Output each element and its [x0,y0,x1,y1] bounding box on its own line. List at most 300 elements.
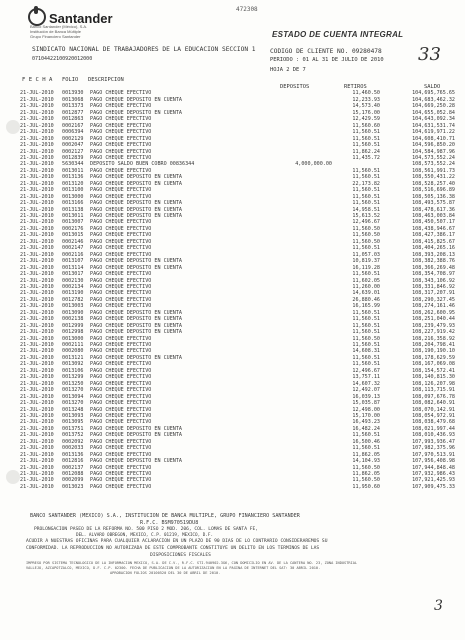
cell-date: 21-JUL-2010 [20,412,54,419]
cell-withdrawal: 15,170.00 [352,412,380,419]
cell-balance: 107,932,986.43 [412,471,455,477]
cell-balance: 107,909,475.33 [412,483,455,490]
cell-date: 21-JUL-2010 [20,329,54,336]
cell-withdrawal: 16,482.24 [352,425,380,432]
cell-withdrawal: 12,496.67 [352,367,380,374]
cell-deposit: 4,000,000.00 [295,161,332,168]
cell-withdrawal: 11,862.05 [352,451,380,458]
cell-date: 21-JUL-2010 [20,316,54,323]
cell-balance: 107,944,848.48 [412,464,455,471]
cell-withdrawal: 11,560.51 [352,445,380,452]
cell-description: PAGO CHEQUE EFECTIVO [90,129,152,136]
cell-date: 21-JUL-2010 [20,206,54,213]
cell-description: PAGO CHEQUE EFECTIVO [90,142,152,149]
cell-folio: 0012863 [62,116,84,123]
cell-description: PAGO CHEQUE EFECTIVO [90,277,152,284]
cell-balance: 108,113,715.91 [412,387,455,394]
cell-date: 21-JUL-2010 [20,445,54,452]
cell-description: PAGO CHEQUE EFECTIVO [90,348,152,355]
cell-balance: 107,956,408.98 [412,458,455,465]
handwritten-mark: 33 [418,44,441,65]
cell-description: PAGO CHEQUE EFECTIVO [90,419,152,426]
cell-balance: 104,596,850.20 [412,142,455,149]
cell-folio: 0002116 [62,251,84,258]
cell-withdrawal: 11,460.50 [352,90,380,97]
cell-date: 21-JUL-2010 [20,225,54,232]
cell-date: 21-JUL-2010 [20,251,54,258]
footer-notice-3: DISPOSICIONES FISCALES [150,553,211,558]
cell-date: 21-JUL-2010 [20,129,54,136]
punch-hole [6,470,20,484]
cell-date: 21-JUL-2010 [20,174,54,181]
cell-description: PAGO CHEQUE DEPOSITO EN CUENTA [90,309,183,316]
cell-folio: 0002080 [62,348,84,355]
cell-withdrawal: 16,165.99 [352,303,380,310]
page-indicator: HOJA 2 DE 7 [270,67,306,73]
cell-date: 21-JUL-2010 [20,154,54,161]
cell-folio: 0013166 [62,200,84,207]
cell-withdrawal: 11,560.51 [352,245,380,252]
cell-balance: 108,393,208.13 [412,251,455,258]
cell-date: 21-JUL-2010 [20,148,54,155]
cell-date: 21-JUL-2010 [20,290,54,297]
cell-date: 21-JUL-2010 [20,135,54,142]
cell-date: 21-JUL-2010 [20,348,54,355]
column-header-balance: SALDO [424,84,441,90]
cell-balance: 108,178,629.59 [412,354,455,361]
cell-description: DEPOSITO SALDO BUEN COBRO 00836344 [90,161,195,168]
cell-description: PAGO CHEQUE DEPOSITO EN CUENTA [90,180,183,187]
column-header-deposits: DEPOSITOS [280,84,310,90]
cell-description: PAGO CHEQUE EFECTIVO [90,225,152,232]
cell-folio: 0002137 [62,464,84,471]
cell-folio: 0013138 [62,206,84,213]
cell-withdrawal: 16,493.23 [352,419,380,426]
cell-description: PAGO CHEQUE EFECTIVO [90,374,152,381]
cell-description: PAGO CHEQUE EFECTIVO [90,271,152,278]
cell-date: 21-JUL-2010 [20,213,54,219]
cell-folio: 0013100 [62,187,84,194]
cell-date: 21-JUL-2010 [20,116,54,123]
cell-folio: 0013136 [62,174,84,181]
cell-balance: 108,493,575.87 [412,200,455,207]
cell-balance: 108,274,161.46 [412,303,455,310]
cell-folio: 0002047 [62,142,84,149]
cell-folio: 0013114 [62,264,84,271]
cell-date: 21-JUL-2010 [20,432,54,439]
cell-folio: 0013120 [62,180,84,187]
cell-withdrawal: 10,819.37 [352,258,380,265]
cell-date: 21-JUL-2010 [20,283,54,290]
cell-withdrawal: 11,560.51 [352,361,380,368]
cell-description: PAGO CHEQUE DEPOSITO EN CUENTA [90,264,183,271]
cell-withdrawal: 15,176.00 [352,109,380,116]
cell-description: PAGO CHEQUE EFECTIVO [90,122,152,129]
cell-date: 21-JUL-2010 [20,296,54,303]
bank-sub-line: Grupo Financiero Santander [30,34,81,39]
cell-date: 21-JUL-2010 [20,483,54,490]
cell-withdrawal: 11,560.50 [352,335,380,342]
cell-balance: 108,415,825.67 [412,238,455,245]
cell-balance: 108,382,388.76 [412,258,455,265]
cell-folio: 0002146 [62,238,84,245]
cell-balance: 108,450,507.17 [412,219,455,226]
cell-folio: 0013068 [62,96,84,103]
cell-date: 21-JUL-2010 [20,387,54,394]
cell-description: PAGO CHEQUE EFECTIVO [90,464,152,471]
cell-balance: 108,427,386.17 [412,232,455,239]
cell-balance: 108,354,708.97 [412,271,455,278]
cell-folio: 0013003 [62,303,84,310]
cell-balance: 108,054,972.91 [412,412,455,419]
cell-withdrawal: 11,560.51 [352,432,380,439]
footer-bank-name: BANCO SANTANDER (MEXICO) S.A., INSTITUCION DE BANCA MULTIPLE, GRUPO FINANCIERO SANTANDER [30,513,300,519]
cell-balance: 104,631,531.74 [412,122,455,129]
cell-balance: 108,463,003.84 [412,213,455,219]
bank-sub-line: Institución de Banca Múltiple [30,29,81,34]
cell-withdrawal: 13,757.11 [352,374,380,381]
cell-balance: 108,021,997.44 [412,425,455,432]
cell-withdrawal: 11,560.51 [352,187,380,194]
cell-description: PAGO CHEQUE EFECTIVO [90,148,152,155]
cell-balance: 108,404,265.16 [412,245,455,252]
cell-withdrawal: 11,560.51 [352,174,380,181]
cell-withdrawal: 16,119.28 [352,264,380,271]
cell-withdrawal: 11,560.51 [352,316,380,323]
cell-folio: 0013751 [62,425,84,432]
cell-folio: 0012999 [62,322,84,329]
cell-withdrawal: 15,035.87 [352,400,380,407]
cell-description: PAGO CHEQUE EFECTIVO [90,367,152,374]
cell-date: 21-JUL-2010 [20,103,54,110]
cell-folio: 0012839 [62,154,84,161]
cell-withdrawal: 11,560.50 [352,225,380,232]
cell-balance: 108,438,946.67 [412,225,455,232]
cell-description: PAGO CHEQUE EFECTIVO [90,393,152,400]
cell-description: PAGO CHEQUE EFECTIVO [90,219,152,226]
cell-balance: 108,528,257.40 [412,180,455,187]
cell-date: 21-JUL-2010 [20,180,54,187]
cell-folio: 5630344 [62,161,84,168]
cell-folio: 0013023 [62,483,84,490]
cell-description: PAGO CHEQUE EFECTIVO [90,154,152,161]
cell-description: PAGO CHEQUE DEPOSITO EN CUENTA [90,354,183,361]
cell-withdrawal: 11,560.50 [352,232,380,239]
cell-date: 21-JUL-2010 [20,451,54,458]
statement-period: PERIODO : 01 AL 31 DE JULIO DE 2010 [270,57,384,63]
cell-balance: 108,038,479.68 [412,419,455,426]
cell-balance: 108,010,436.93 [412,432,455,439]
cell-folio: 0013017 [62,271,84,278]
cell-balance: 108,573,552.24 [412,161,455,168]
cell-balance: 108,227,919.42 [412,329,455,336]
legal-line: APROBACION FOLIOS 20100520 DEL 30 DE ABRIL DE 2010. [110,571,221,575]
cell-date: 21-JUL-2010 [20,193,54,200]
cell-description: PAGO CHEQUE EFECTIVO [90,245,152,252]
column-header-date: F E C H A [22,77,53,83]
cell-description: PAGO CHEQUE EFECTIVO [90,187,152,194]
cell-description: PAGO CHEQUE EFECTIVO [90,303,152,310]
cell-date: 21-JUL-2010 [20,367,54,374]
cell-folio: 0013270 [62,387,84,394]
cell-balance: 108,262,600.95 [412,309,455,316]
cell-folio: 0002127 [62,148,84,155]
cell-folio: 0002134 [62,283,84,290]
cell-withdrawal: 11,560.51 [352,200,380,207]
cell-folio: 0013752 [62,432,84,439]
column-header-withdrawals: RETIROS [344,84,367,90]
cell-balance: 104,669,250.28 [412,103,455,110]
cell-balance: 108,216,358.92 [412,335,455,342]
cell-folio: 0013299 [62,374,84,381]
column-header-description: DESCRIPCION [88,77,124,83]
cell-description: PAGO CHEQUE DEPOSITO EN CUENTA [90,96,183,103]
footer-notice-2: CONFORMIDAD. LA REPRODUCCION NO AUTORIZADA DE ESTE COMPROBANTE CONSTITUYE UN DELITO EN LOS TERMINOS DE LAS [26,546,320,551]
cell-description: PAGO CHEQUE EFECTIVO [90,283,152,290]
cell-date: 21-JUL-2010 [20,438,54,445]
cell-withdrawal: 14,639.01 [352,290,380,297]
cell-balance: 104,608,410.71 [412,135,455,142]
cell-withdrawal: 12,233.93 [352,96,380,103]
cell-date: 21-JUL-2010 [20,464,54,471]
cell-folio: 0013092 [62,361,84,368]
cell-date: 21-JUL-2010 [20,419,54,426]
cell-withdrawal: 11,560.51 [352,193,380,200]
cell-withdrawal: 11,560.50 [352,238,380,245]
cell-withdrawal: 12,498.00 [352,406,380,413]
cell-description: PAGO CHEQUE EFECTIVO [90,438,152,445]
cell-folio: 0013250 [62,380,84,387]
cell-balance: 108,154,572.41 [412,367,455,374]
cell-description: PAGO CHEQUE DEPOSITO EN CUENTA [90,316,183,323]
cell-date: 21-JUL-2010 [20,425,54,432]
cell-date: 21-JUL-2010 [20,161,54,168]
cell-folio: 0013107 [62,258,84,265]
cell-withdrawal: 11,435.72 [352,154,380,161]
cell-balance: 104,695,765.65 [412,90,455,97]
cell-folio: 0002129 [62,135,84,142]
bank-sub-line: Banco Santander (México), S.A. [30,24,88,29]
cell-balance: 108,366,269.48 [412,264,455,271]
cell-description: PAGO CHEQUE EFECTIVO [90,116,152,123]
cell-withdrawal: 11,560.51 [352,167,380,174]
cell-folio: 0013930 [62,90,84,97]
cell-date: 21-JUL-2010 [20,264,54,271]
cell-withdrawal: 14,104.93 [352,458,380,465]
cell-folio: 0013007 [62,219,84,226]
cell-description: PAGO CHEQUE EFECTIVO [90,335,152,342]
punch-hole [6,120,20,134]
cell-folio: 0013000 [62,193,84,200]
cell-description: PAGO CHEQUE EFECTIVO [90,380,152,387]
cell-folio: 0002111 [62,342,84,348]
client-name: SINDICATO NACIONAL DE TRABAJADORES DE LA EDUCACION SECCION 1 [32,46,256,53]
cell-folio: 0002167 [62,122,84,129]
cell-date: 21-JUL-2010 [20,109,54,116]
cell-balance: 107,921,425.93 [412,477,455,484]
cell-withdrawal: 12,492.07 [352,387,380,394]
cell-folio: 0013011 [62,167,84,174]
client-id-line: 07104422100920012000 [32,56,93,62]
cell-withdrawal: 16,500.46 [352,438,380,445]
cell-folio: 0013011 [62,213,84,219]
cell-date: 21-JUL-2010 [20,271,54,278]
legal-line: VALLEJO, AZCAPOTZALCO, MEXICO, D.F. C.P. 02300. FECHA DE PUBLICACION DE LA AUTORIZACION EN LA PAGINA DE INTERNET DEL SAT: 30 ABRIL 2010. [26,566,321,570]
cell-description: PAGO CHEQUE EFECTIVO [90,296,152,303]
cell-description: PAGO CHEQUE EFECTIVO [90,361,152,368]
cell-date: 21-JUL-2010 [20,335,54,342]
cell-date: 21-JUL-2010 [20,167,54,174]
cell-date: 21-JUL-2010 [20,458,54,465]
cell-date: 21-JUL-2010 [20,122,54,129]
cell-withdrawal: 11,560.51 [352,354,380,361]
cell-date: 21-JUL-2010 [20,380,54,387]
cell-balance: 108,550,431.22 [412,174,455,181]
cell-folio: 0013095 [62,419,84,426]
cell-date: 21-JUL-2010 [20,90,54,97]
cell-description: PAGO CHEQUE DEPOSITO EN CUENTA [90,425,183,432]
cell-description: PAGO CHEQUE DEPOSITO EN CUENTA [90,109,183,116]
cell-balance: 108,343,106.92 [412,277,455,284]
cell-withdrawal: 11,950.60 [352,483,380,490]
cell-date: 21-JUL-2010 [20,361,54,368]
cell-date: 21-JUL-2010 [20,232,54,239]
cell-description: PAGO CHEQUE DEPOSITO EN CUENTA [90,458,183,465]
cell-balance: 104,619,971.22 [412,129,455,136]
cell-description: PAGO CHEQUE EFECTIVO [90,406,152,413]
cell-description: PAGO CHEQUE DEPOSITO EN CUENTA [90,200,183,207]
cell-withdrawal: 26,880.46 [352,296,380,303]
cell-withdrawal: 11,862.05 [352,471,380,477]
cell-folio: 0013093 [62,412,84,419]
cell-withdrawal: 11,560.60 [352,122,380,129]
cell-date: 21-JUL-2010 [20,354,54,361]
cell-balance: 107,970,513.91 [412,451,455,458]
cell-withdrawal: 11,560.51 [352,135,380,142]
cell-description: PAGO CHEQUE DEPOSITO EN CUENTA [90,213,183,219]
cell-withdrawal: 11,560.51 [352,329,380,336]
cell-folio: 0013094 [62,393,84,400]
cell-description: PAGO CHEQUE DEPOSITO EN CUENTA [90,206,183,213]
cell-folio: 0013121 [62,354,84,361]
cell-description: PAGO CHEQUE EFECTIVO [90,445,152,452]
cell-description: PAGO CHEQUE EFECTIVO [90,135,152,142]
cell-date: 21-JUL-2010 [20,309,54,316]
cell-balance: 108,070,142.91 [412,406,455,413]
cell-folio: 0002130 [62,277,84,284]
cell-folio: 0013373 [62,103,84,110]
footer-address: PROLONGACION PASEO DE LA REFORMA NO. 500 PISO 2 MOD. 206, COL. LOMAS DE SANTA FE, [34,527,259,532]
footer-rfc: R.F.C. BSM970519DU8 [140,520,199,526]
cell-date: 21-JUL-2010 [20,393,54,400]
cell-balance: 104,584,987.96 [412,148,455,155]
cell-withdrawal: 22,173.82 [352,180,380,187]
statement-title: ESTADO DE CUENTA INTEGRAL [272,30,404,39]
cell-description: PAGO CHEQUE EFECTIVO [90,290,152,297]
cell-date: 21-JUL-2010 [20,342,54,348]
cell-withdrawal: 11,560.51 [352,342,380,348]
cell-withdrawal: 11,560.51 [352,309,380,316]
cell-date: 21-JUL-2010 [20,277,54,284]
footer-address-2: DEL. ALVARO OBREGON, MEXICO, C.P. 01219, MEXICO, D.F. [76,533,214,538]
cell-description: PAGO CHEQUE EFECTIVO [90,477,152,484]
cell-balance: 104,683,462.32 [412,96,455,103]
cell-withdrawal: 12,429.59 [352,116,380,123]
column-header-folio: FOLIO [62,77,79,83]
cell-date: 21-JUL-2010 [20,238,54,245]
cell-date: 21-JUL-2010 [20,142,54,149]
cell-description: PAGO CHEQUE DEPOSITO EN CUENTA [90,322,183,329]
cell-description: PAGO CHEQUE EFECTIVO [90,412,152,419]
cell-folio: 0012816 [62,458,84,465]
cell-withdrawal: 11,560.50 [352,477,380,484]
cell-date: 21-JUL-2010 [20,400,54,407]
cell-withdrawal: 11,560.51 [352,322,380,329]
cell-date: 21-JUL-2010 [20,374,54,381]
cell-balance: 108,561,991.73 [412,167,455,174]
cell-folio: 0002176 [62,225,84,232]
cell-balance: 107,993,936.47 [412,438,455,445]
cell-balance: 104,643,092.34 [412,116,455,123]
cell-balance: 108,505,136.38 [412,193,455,200]
cell-description: PAGO CHEQUE EFECTIVO [90,232,152,239]
cell-description: PAGO CHEQUE EFECTIVO [90,90,152,97]
cell-folio: 0002092 [62,438,84,445]
cell-description: PAGO CHEQUE EFECTIVO [90,400,152,407]
cell-balance: 104,655,052.84 [412,109,455,116]
cell-date: 21-JUL-2010 [20,406,54,413]
cell-withdrawal: 11,057.03 [352,251,380,258]
cell-balance: 108,239,479.93 [412,322,455,329]
cell-folio: 0002033 [62,445,84,452]
cell-folio: 0002147 [62,245,84,252]
legal-line: IMPRESO POR SISTEMA TECNOLOGICO DE LA INFORMACION MEXICO, S.A. DE C.V., R.F.C. STI-940902-3G6, CON DOMICILIO EN AV. DE LA CANTERA NO. 23, ZONA INDUSTRIAL [26,561,358,565]
cell-withdrawal: 14,958.51 [352,206,380,213]
cell-description: PAGO CHEQUE DEPOSITO EN CUENTA [90,432,183,439]
cell-balance: 108,290,327.45 [412,296,455,303]
cell-description: PAGO CHEQUE EFECTIVO [90,483,152,490]
cell-withdrawal: 11,560.51 [352,129,380,136]
cell-balance: 104,573,552.24 [412,154,455,161]
cell-withdrawal: 15,613.52 [352,213,380,219]
cell-balance: 108,097,676.78 [412,393,455,400]
cell-folio: 0013090 [62,309,84,316]
cell-description: PAGO CHEQUE DEPOSITO EN CUENTA [90,174,183,181]
cell-description: PAGO CHEQUE EFECTIVO [90,387,152,394]
footer-notice: ACUDIR A NUESTRAS OFICINAS PARA CUALQUIER ACLARACION EN UN PLAZO DE 90 DIAS DE LO CONTRARIO CONSIDERAREMOS SU [26,539,328,544]
cell-date: 21-JUL-2010 [20,96,54,103]
cell-folio: 0006394 [62,129,84,136]
bank-name: Santander [49,11,113,26]
cell-date: 21-JUL-2010 [20,200,54,207]
cell-folio: 0013190 [62,290,84,297]
cell-description: PAGO CHEQUE EFECTIVO [90,167,152,174]
cell-balance: 108,331,846.92 [412,283,455,290]
cell-date: 21-JUL-2010 [20,245,54,252]
cell-folio: 0013106 [62,367,84,374]
cell-withdrawal: 11,260.00 [352,283,380,290]
document-number: 472308 [236,6,258,13]
cell-description: PAGO CHEQUE EFECTIVO [90,238,152,245]
cell-withdrawal: 11,560.51 [352,271,380,278]
cell-withdrawal: 11,560.50 [352,464,380,471]
cell-withdrawal: 11,862.24 [352,148,380,155]
cell-description: PAGO CHEQUE DEPOSITO EN CUENTA [90,258,183,265]
cell-date: 21-JUL-2010 [20,187,54,194]
cell-date: 21-JUL-2010 [20,219,54,226]
cell-description: PAGO CHEQUE EFECTIVO [90,251,152,258]
cell-withdrawal: 11,602.05 [352,277,380,284]
